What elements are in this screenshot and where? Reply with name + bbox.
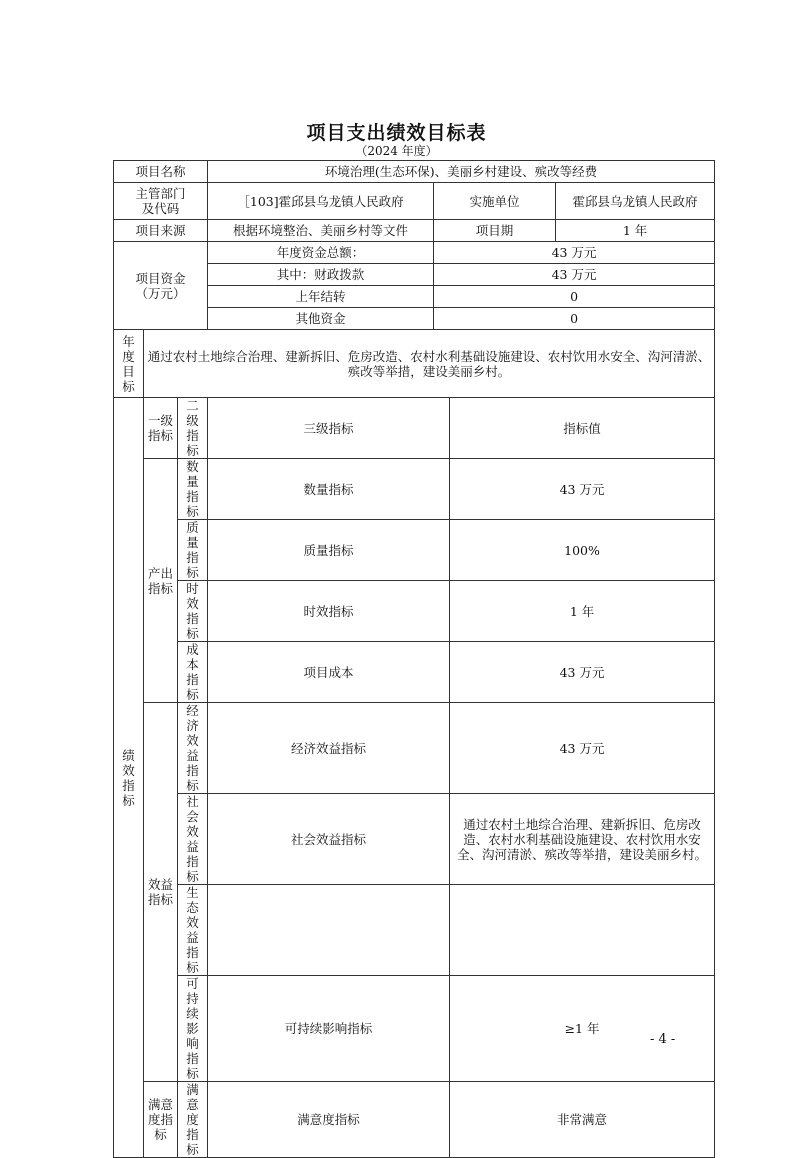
funds-row-value: 0: [434, 308, 715, 330]
funds-row-label: 上年结转: [208, 286, 434, 308]
indicator-level2: 成本指标: [178, 642, 208, 703]
indicator-level2: 数量指标: [178, 459, 208, 520]
indicator-value: 43 万元: [450, 642, 715, 703]
indicator-value: ≥1 年: [450, 976, 715, 1082]
header-level3: 三级指标: [208, 398, 450, 459]
department-label: [114, 183, 208, 220]
funds-row-label: 其他资金: [208, 308, 434, 330]
indicator-row: [114, 885, 715, 976]
annual-goal-label: 年度目标: [114, 330, 144, 398]
indicator-value: 通过农村土地综合治理、建新拆旧、危房改造、农村水利基础设施建设、农村饮用水安全、沟河清淤、殡改等举措，建设美丽乡村。: [450, 794, 715, 885]
indicator-row: [114, 1082, 715, 1158]
indicator-row: [114, 459, 715, 520]
indicator-header-row: [114, 398, 715, 459]
indicator-row: [114, 794, 715, 885]
indicator-level3: 数量指标: [208, 459, 450, 520]
annual-goal-row: [114, 330, 715, 398]
indicator-row: [114, 976, 715, 1082]
indicator-value: 43 万元: [450, 459, 715, 520]
indicator-level3: 社会效益指标: [208, 794, 450, 885]
period-label: 项目期: [434, 220, 556, 242]
page-number: - 4 -: [650, 1032, 676, 1047]
funds-label-line2: （万元）: [135, 285, 186, 301]
performance-label: 绩效指标: [114, 398, 144, 1158]
indicator-level2: 可持续影响指标: [178, 976, 208, 1082]
implementing-unit-value: 霍邱县乌龙镇人民政府: [556, 183, 715, 220]
project-name-row: [114, 161, 715, 183]
indicator-level2: 满意度指标: [178, 1082, 208, 1158]
department-value: ［103]霍邱县乌龙镇人民政府: [208, 183, 434, 220]
indicator-level3: 经济效益指标: [208, 703, 450, 794]
indicator-level3: 满意度指标: [208, 1082, 450, 1158]
department-label-line1: 主管部门: [135, 186, 186, 201]
funds-row: [114, 242, 715, 264]
indicator-level2: 经济效益指标: [178, 703, 208, 794]
indicator-row: [114, 581, 715, 642]
indicator-level3: 可持续影响指标: [208, 976, 450, 1082]
indicator-value: 43 万元: [450, 703, 715, 794]
indicator-value: 非常满意: [450, 1082, 715, 1158]
header-level1: 一级指标: [144, 398, 178, 459]
indicator-value: 100%: [450, 520, 715, 581]
indicator-row: [114, 520, 715, 581]
header-level2: 二级指标: [178, 398, 208, 459]
funds-row-value: 43 万元: [434, 242, 715, 264]
indicator-level2: 质量指标: [178, 520, 208, 581]
indicator-level3: [208, 885, 450, 976]
funds-label: [114, 242, 208, 330]
source-value: 根据环境整治、美丽乡村等文件: [208, 220, 434, 242]
funds-row-label: 其中：财政拨款: [208, 264, 434, 286]
indicator-level3: 时效指标: [208, 581, 450, 642]
indicator-row: [114, 642, 715, 703]
indicator-level2: 时效指标: [178, 581, 208, 642]
indicator-value: [450, 885, 715, 976]
annual-goal-text: 通过农村土地综合治理、建新拆旧、危房改造、农村水利基础设施建设、农村饮用水安全、沟河清淤、殡改等举措，建设美丽乡村。: [144, 330, 715, 398]
project-name-label: 项目名称: [114, 161, 208, 183]
source-label: 项目来源: [114, 220, 208, 242]
period-value: 1 年: [556, 220, 715, 242]
document-title: 项目支出绩效目标表: [306, 122, 487, 144]
indicator-value: 1 年: [450, 581, 715, 642]
indicator-level3: 质量指标: [208, 520, 450, 581]
funds-row-value: 43 万元: [434, 264, 715, 286]
header-value: 指标值: [450, 398, 715, 459]
document-year: （2024 年度）: [355, 144, 438, 158]
source-row: [114, 220, 715, 242]
indicator-level3: 项目成本: [208, 642, 450, 703]
benefit-label: 效益指标: [144, 703, 178, 1082]
funds-row-label: 年度资金总额：: [208, 242, 434, 264]
department-label-line2: 及代码: [141, 201, 180, 216]
satisfaction-label: 满意度指标: [144, 1082, 178, 1158]
funds-label-line1: 项目资金: [135, 270, 186, 286]
funds-row-value: 0: [434, 286, 715, 308]
indicator-row: [114, 703, 715, 794]
indicator-level2: 生态效益指标: [178, 885, 208, 976]
performance-target-table: [113, 160, 715, 1158]
project-name-value: 环境治理(生态环保)、美丽乡村建设、殡改等经费: [208, 161, 715, 183]
indicator-level2: 社会效益指标: [178, 794, 208, 885]
department-row: [114, 183, 715, 220]
implementing-unit-label: 实施单位: [434, 183, 556, 220]
output-label: 产出指标: [144, 459, 178, 703]
